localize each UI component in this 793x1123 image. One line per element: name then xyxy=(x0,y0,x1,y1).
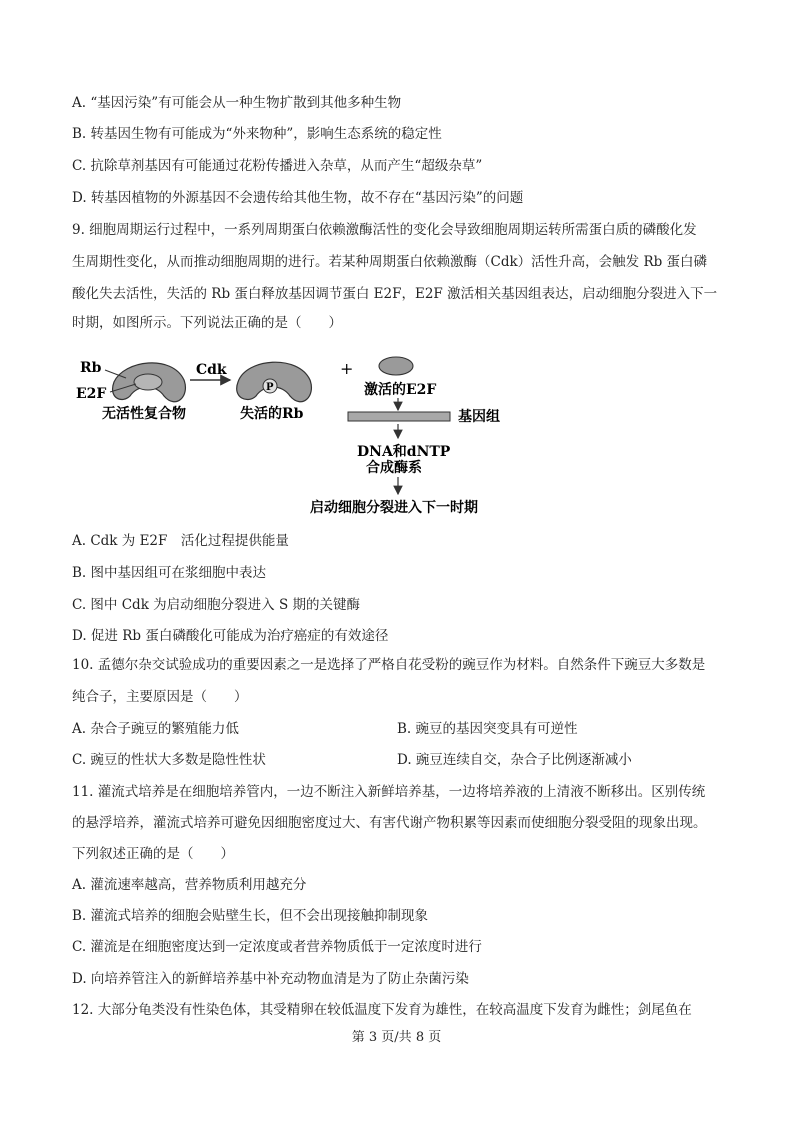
inactive-complex-label: 无活性复合物 xyxy=(102,406,186,422)
genome-label: 基因组 xyxy=(458,409,500,425)
activated-e2f-label: 激活的E2F xyxy=(364,382,437,398)
q9-option-b: B. 图中基因组可在浆细胞中表达 xyxy=(72,565,267,581)
q10-option-b: B. 豌豆的基因突变具有可逆性 xyxy=(397,721,578,737)
q9-stem-line-1: 9. 细胞周期运行过程中，一系列周期蛋白依赖激酶活性的变化会导致细胞周期运转所需蛋白质的磷酸化发 xyxy=(72,222,697,238)
q10-stem-line-1: 10. 孟德尔杂交试验成功的重要因素之一是选择了严格自花受粉的豌豆作为材料。自然条件下豌豆大多数是 xyxy=(72,657,706,673)
q11-stem-line-1: 11. 灌流式培养是在细胞培养管内，一边不断注入新鲜培养基，一边将培养液的上清液不断移出。区别传统 xyxy=(72,784,706,800)
activated-e2f-shape xyxy=(379,357,413,375)
page-number-footer: 第 3 页/共 8 页 xyxy=(351,1030,442,1045)
q11-option-a: A. 灌流速率越高，营养物质利用越充分 xyxy=(72,877,307,893)
dna-dntp-label: DNA和dNTP xyxy=(357,444,451,460)
q9-option-a: A. Cdk 为 E2F 活化过程提供能量 xyxy=(72,533,289,549)
q11-option-d: D. 向培养管注入的新鲜培养基中补充动物血清是为了防止杂菌污染 xyxy=(72,971,469,987)
q9-stem-line-2: 生周期性变化，从而推动细胞周期的进行。若某种周期蛋白依赖激酶（Cdk）活性升高，会触发 Rb 蛋白磷 xyxy=(72,254,708,270)
cell-cycle-diagram xyxy=(72,352,532,520)
q9-option-d: D. 促进 Rb 蛋白磷酸化可能成为治疗癌症的有效途径 xyxy=(72,628,389,644)
phosphate-label: P xyxy=(266,382,274,393)
q10-option-c: C. 豌豆的性状大多数是隐性性状 xyxy=(72,752,266,768)
inactive-rb-label: 失活的Rb xyxy=(240,406,304,422)
next-phase-label: 启动细胞分裂进入下一时期 xyxy=(310,500,478,516)
cdk-label: Cdk xyxy=(196,362,227,378)
plus-sign: + xyxy=(340,359,354,378)
synthetase-label: 合成酶系 xyxy=(366,460,422,476)
q8-option-d: D. 转基因植物的外源基因不会遗传给其他生物，故不存在“基因污染”的问题 xyxy=(72,190,524,206)
q10-option-d: D. 豌豆连续自交，杂合子比例逐渐减小 xyxy=(397,752,632,768)
q9-stem-line-4: 时期，如图所示。下列说法正确的是（ ） xyxy=(72,315,342,331)
q8-option-b: B. 转基因生物有可能成为“外来物种”，影响生态系统的稳定性 xyxy=(72,126,442,142)
q10-option-a: A. 杂合子豌豆的繁殖能力低 xyxy=(72,721,239,737)
q11-option-c: C. 灌流是在细胞密度达到一定浓度或者营养物质低于一定浓度时进行 xyxy=(72,939,482,955)
q12-stem-line-1: 12. 大部分龟类没有性染色体，其受精卵在较低温度下发育为雄性，在较高温度下发育为雌性；剑尾鱼在 xyxy=(72,1002,692,1018)
q11-stem-line-3: 下列叙述正确的是（ ） xyxy=(72,846,234,862)
q10-stem-line-2: 纯合子，主要原因是（ ） xyxy=(72,689,248,705)
q9-stem-line-3: 酸化失去活性，失活的 Rb 蛋白释放基因调节蛋白 E2F，E2F 激活相关基因组表达，启动细胞分裂进入下一 xyxy=(72,286,718,302)
q9-option-c: C. 图中 Cdk 为启动细胞分裂进入 S 期的关键酶 xyxy=(72,597,360,613)
rb-label: Rb xyxy=(80,360,102,376)
genome-bar xyxy=(348,412,450,421)
q11-stem-line-2: 的悬浮培养，灌流式培养可避免因细胞密度过大、有害代谢产物积累等因素而使细胞分裂受阻的现象出现。 xyxy=(72,815,707,831)
q8-option-a: A. “基因污染”有可能会从一种生物扩散到其他多种生物 xyxy=(72,95,402,111)
q8-option-c: C. 抗除草剂基因有可能通过花粉传播进入杂草，从而产生“超级杂草” xyxy=(72,158,483,174)
e2f-protein-shape xyxy=(134,374,162,390)
q11-option-b: B. 灌流式培养的细胞会贴壁生长，但不会出现接触抑制现象 xyxy=(72,908,429,924)
e2f-label: E2F xyxy=(76,386,107,402)
